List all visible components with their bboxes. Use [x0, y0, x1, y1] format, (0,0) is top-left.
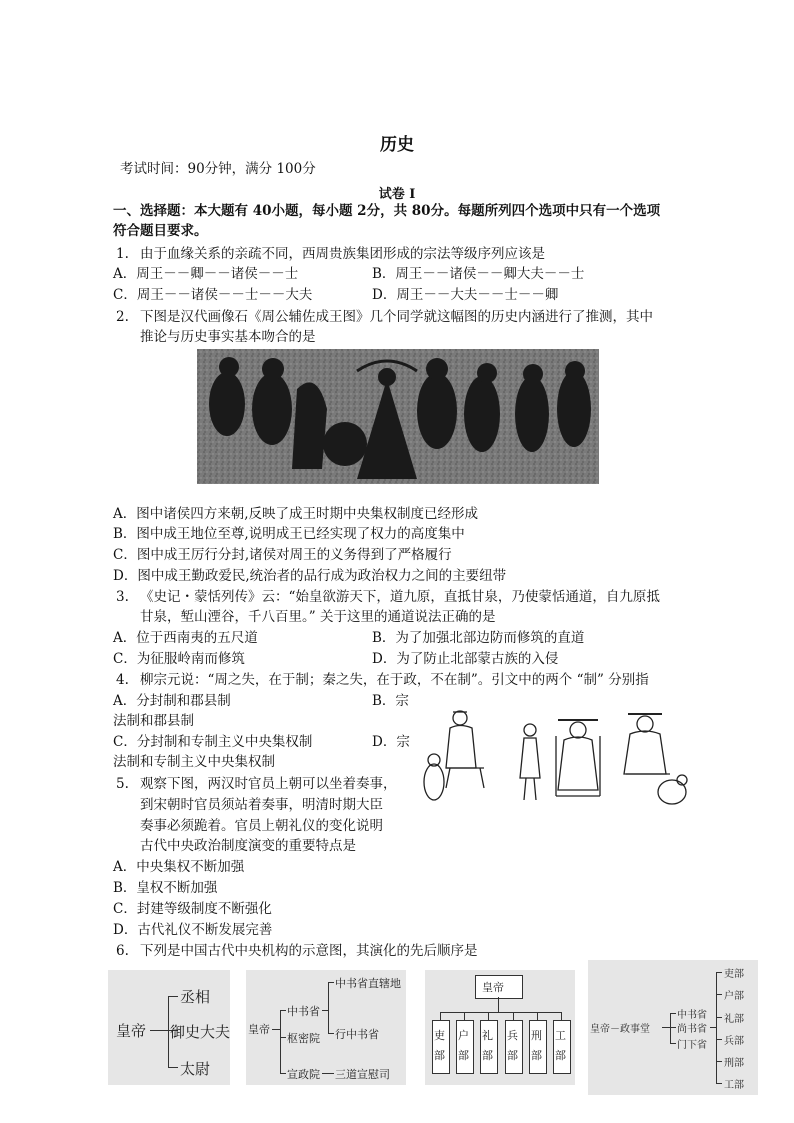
- q3-option-b: B．为了加强北部边防而修筑的直道: [372, 630, 585, 646]
- fig4-item-2: 户部: [724, 991, 744, 1002]
- q1-option-b: B．周王－－诸侯－－卿大夫－－士: [372, 266, 585, 282]
- q3-stem-line1: 《史记・蒙恬列传》云：“始皇欲游天下，道九原，直抵甘泉，乃使蒙恬通道，自九原抵: [140, 589, 660, 605]
- q2-stem-line2: 推论与历史事实基本吻合的是: [140, 329, 316, 345]
- fig2-mid-1: 中书省: [287, 1005, 320, 1018]
- q1-option-c: C．周王－－诸侯－－士－－大夫: [113, 287, 313, 303]
- fig4-mid-2: 尚书省: [677, 1024, 707, 1035]
- fig3-item-5: 刑部: [531, 1029, 542, 1062]
- q1-option-a: A．周王－－卿－－诸侯－－士: [113, 266, 299, 282]
- fig4-root: 皇帝－政事堂: [590, 1024, 650, 1035]
- q2-number: 2.: [116, 309, 129, 325]
- fig3-root: 皇帝: [482, 981, 504, 994]
- q4-option-b-part2: 法制和郡县制: [113, 713, 194, 729]
- q5-option-d: D．古代礼仪不断发展完善: [113, 922, 273, 938]
- diagram-tang: [588, 960, 758, 1095]
- q2-option-d: D．图中成王勤政爱民,统治者的品行成为政治权力之间的主要纽带: [113, 568, 507, 584]
- paper-label: 试卷 I: [378, 187, 416, 202]
- page-title: 历史: [380, 135, 414, 155]
- fig1-item-2: 御史大夫: [170, 1023, 231, 1041]
- fig2-mid-2: 枢密院: [287, 1032, 320, 1045]
- q6-number: 6.: [116, 943, 129, 959]
- q4-option-d-part2: 法制和专制主义中央集权制: [113, 754, 275, 770]
- fig2-right-3: 三道宣慰司: [335, 1068, 390, 1081]
- q5-option-b: B．皇权不断加强: [113, 880, 218, 896]
- q5-number: 5.: [116, 776, 129, 792]
- q3-number: 3.: [116, 589, 129, 605]
- q1-number: 1.: [116, 246, 129, 262]
- fig3-item-3: 礼部: [482, 1029, 493, 1062]
- q5-option-a: A．中央集权不断加强: [113, 859, 245, 875]
- diagram-yuan: [246, 970, 406, 1085]
- q3-stem-line2: 甘泉，堑山湮谷，千八百里。” 关于这里的通道说法正确的是: [140, 609, 496, 625]
- fig2-right-2: 行中书省: [335, 1028, 379, 1041]
- q4-option-b-part1: B．宗: [372, 693, 409, 709]
- fig3-item-2: 户部: [458, 1029, 469, 1062]
- fig3-item-1: 吏部: [434, 1029, 445, 1062]
- q3-option-a: A．位于西南夷的五尺道: [113, 630, 258, 646]
- q1-stem: 由于血缘关系的亲疏不同，西周贵族集团形成的宗法等级序列应该是: [140, 246, 545, 262]
- fig1-item-3: 太尉: [180, 1060, 211, 1078]
- q4-option-a: A．分封制和郡县制: [113, 693, 231, 709]
- diagram-qin: [108, 970, 230, 1085]
- section-heading-cont: 符合题目要求。: [113, 223, 208, 239]
- stone-relief-image: [197, 349, 599, 484]
- fig4-item-6: 工部: [724, 1080, 744, 1091]
- fig3-item-6: 工部: [555, 1029, 566, 1062]
- fig4-item-4: 兵部: [724, 1036, 744, 1047]
- section-heading: 一、选择题：本大题有 40小题，每小题 2分，共 80分。每题所列四个选项中只有一个选项: [113, 203, 661, 219]
- q4-option-d-part1: D．宗: [372, 734, 410, 750]
- q6-stem: 下列是中国古代中央机构的示意图，其演化的先后顺序是: [140, 943, 478, 959]
- fig4-mid-1: 中书省: [677, 1010, 707, 1021]
- fig1-root: 皇帝: [116, 1022, 147, 1040]
- q4-number: 4.: [116, 672, 129, 688]
- q3-option-d: D．为了防止北部蒙古族的入侵: [372, 651, 559, 667]
- q5-stem-line1: 观察下图，两汉时官员上朝可以坐着奏事，: [140, 776, 397, 792]
- court-etiquette-image: [420, 700, 695, 815]
- fig4-mid-3: 门下省: [677, 1040, 707, 1051]
- fig4-item-3: 礼部: [724, 1014, 744, 1025]
- q5-stem-line4: 古代中央政治制度演变的重要特点是: [140, 838, 356, 854]
- q5-stem-line2: 到宋朝时官员须站着奏事，明清时期大臣: [140, 797, 383, 813]
- q2-stem-line1: 下图是汉代画像石《周公辅佐成王图》几个同学就这幅图的历史内涵进行了推测，其中: [140, 309, 653, 325]
- fig4-item-1: 吏部: [724, 969, 744, 980]
- fig4-item-5: 刑部: [724, 1058, 744, 1069]
- fig1-item-1: 丞相: [180, 988, 211, 1006]
- q5-option-c: C．封建等级制度不断强化: [113, 901, 272, 917]
- q2-option-c: C．图中成王厉行分封,诸侯对周王的义务得到了严格履行: [113, 547, 452, 563]
- diagram-ming: [425, 970, 575, 1085]
- q5-stem-line3: 奏事必须跪着。官员上朝礼仪的变化说明: [140, 818, 383, 834]
- q3-option-c: C．为征服岭南而修筑: [113, 651, 245, 667]
- q2-option-a: A．图中诸侯四方来朝,反映了成王时期中央集权制度已经形成: [113, 506, 479, 522]
- fig2-root: 皇帝: [248, 1023, 270, 1036]
- q4-stem: 柳宗元说：“周之失，在于制；秦之失，在于政，不在制”。引文中的两个 “制” 分别指: [140, 672, 649, 688]
- q1-option-d: D．周王－－大夫－－士－－卿: [372, 287, 559, 303]
- exam-info: 考试时间：90分钟，满分 100分: [120, 161, 316, 177]
- fig3-item-4: 兵部: [507, 1029, 518, 1062]
- fig2-right-1: 中书省直辖地: [335, 977, 401, 990]
- fig2-mid-3: 宣政院: [287, 1068, 320, 1081]
- q4-option-c: C．分封制和专制主义中央集权制: [113, 734, 313, 750]
- q2-option-b: B．图中成王地位至尊,说明成王已经实现了权力的高度集中: [113, 526, 465, 542]
